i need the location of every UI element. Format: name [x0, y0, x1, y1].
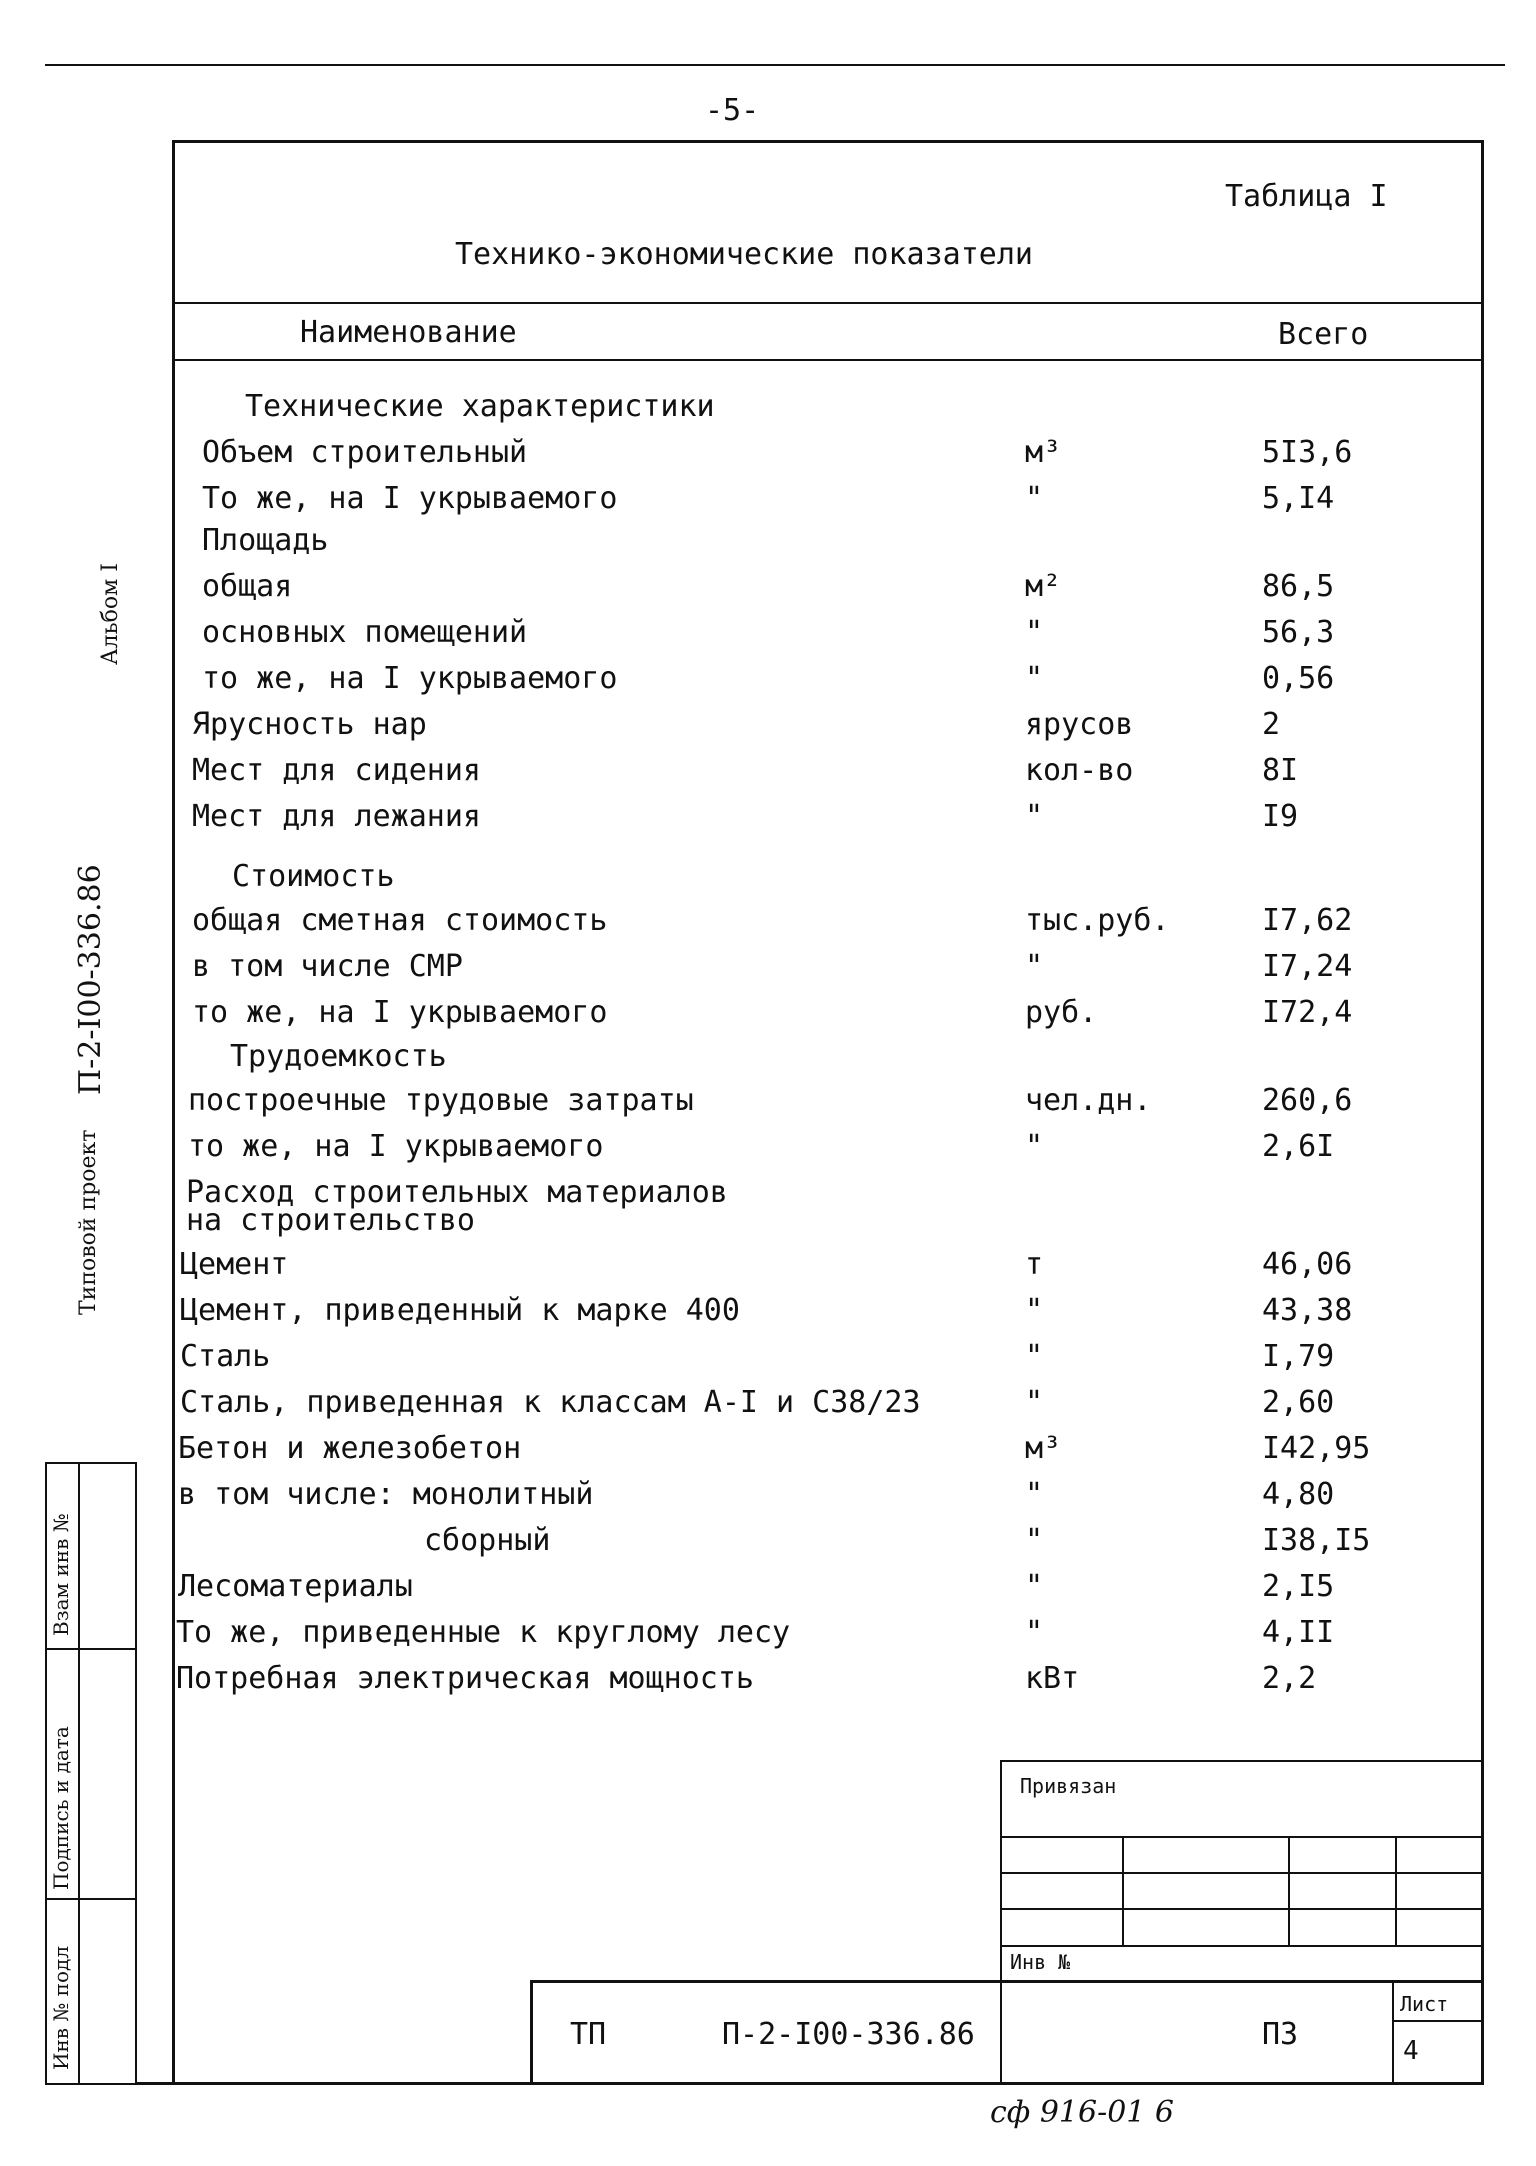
row-value: I72,4	[1262, 995, 1353, 1030]
row-unit: "	[1025, 1293, 1044, 1328]
row-unit: кВт	[1025, 1661, 1080, 1696]
stamp-pz: ПЗ	[1262, 2017, 1299, 2052]
row-name: Цемент	[180, 1247, 289, 1282]
row-value: 5I3,6	[1262, 435, 1353, 470]
row-value: 2,6I	[1262, 1129, 1335, 1164]
row-value: 4,80	[1262, 1477, 1335, 1512]
row-name: Лесоматериалы	[178, 1569, 413, 1604]
header-rule-bottom	[172, 359, 1484, 361]
row-name: Площадь	[202, 523, 329, 558]
row-unit: "	[1025, 799, 1044, 834]
side-box-h1	[45, 1648, 135, 1650]
row-unit: "	[1025, 1523, 1044, 1558]
row-name: Мест для лежания	[192, 799, 481, 834]
titleblock-sheet-hline	[1392, 2020, 1484, 2022]
stamp-hline-3	[1000, 1872, 1484, 1874]
stamp-vline-4	[1395, 1836, 1397, 1946]
header-rule-top	[172, 302, 1484, 304]
row-unit: руб.	[1025, 995, 1098, 1030]
row-value: I7,62	[1262, 903, 1353, 938]
row-name: Мест для сидения	[192, 753, 481, 788]
header-name: Наименование	[300, 315, 517, 350]
row-value: 2,I5	[1262, 1569, 1335, 1604]
row-unit: "	[1025, 949, 1044, 984]
row-name: общая	[202, 569, 293, 604]
table-title: Технико-экономические показатели	[455, 237, 1033, 272]
side-inv-podl: Инв № подл	[49, 1945, 73, 2070]
side-album: Альбом I	[98, 563, 123, 665]
side-project-label: Типовой проект	[76, 1129, 101, 1315]
stamp-vline-2	[1122, 1836, 1124, 1946]
table-label: Таблица I	[1225, 179, 1388, 214]
stamp-tp: ТП	[570, 2017, 607, 2052]
row-value: 56,3	[1262, 615, 1335, 650]
side-box-bottom	[45, 2083, 135, 2085]
row-unit: кол-во	[1025, 753, 1134, 788]
row-name: основных помещений	[202, 615, 528, 650]
row-unit: "	[1025, 1569, 1044, 1604]
stamp-sheet-number: 4	[1403, 2036, 1419, 2066]
row-name: Стоимость	[232, 859, 395, 894]
side-box-top	[45, 1462, 135, 1464]
stamp-project-code: П-2-I00-336.86	[722, 2017, 975, 2052]
titleblock-top	[530, 1980, 1484, 1983]
row-name: Бетон и железобетон	[178, 1431, 522, 1466]
row-name: Ярусность нар	[192, 707, 427, 742]
titleblock-sheet-divider	[1392, 1980, 1394, 2085]
row-unit: "	[1025, 1477, 1044, 1512]
row-name: То же, приведенные к круглому лесу	[176, 1615, 791, 1650]
side-box-divider	[78, 1462, 80, 2085]
row-unit: "	[1025, 1129, 1044, 1164]
row-name: Потребная электрическая мощность	[176, 1661, 754, 1696]
row-unit: "	[1025, 481, 1044, 516]
row-unit: "	[1025, 1615, 1044, 1650]
row-value: I7,24	[1262, 949, 1353, 984]
row-value: 8I	[1262, 753, 1299, 788]
side-box-left	[45, 1462, 47, 2085]
row-name: общая сметная стоимость	[192, 903, 608, 938]
row-value: I9	[1262, 799, 1299, 834]
row-name: Сталь	[180, 1339, 271, 1374]
header-total: Всего	[1278, 317, 1369, 352]
stamp-hline-1	[1000, 1760, 1484, 1762]
stamp-vline-left	[1000, 1760, 1002, 2085]
row-unit: т	[1025, 1247, 1044, 1282]
side-vzam-inv: Взам инв №	[49, 1513, 73, 1636]
titleblock-left	[530, 1980, 533, 2085]
row-name: построечные трудовые затраты	[188, 1083, 694, 1118]
row-value: 43,38	[1262, 1293, 1353, 1328]
stamp-sheet-label: Лист	[1400, 1992, 1449, 2016]
row-name: то же, на I укрываемого	[188, 1129, 604, 1164]
side-box-right	[135, 1462, 137, 2085]
row-name: в том числе: монолитный	[178, 1477, 594, 1512]
row-unit: "	[1025, 661, 1044, 696]
row-name: Технические характеристики	[245, 389, 715, 424]
row-unit: чел.дн.	[1025, 1083, 1152, 1118]
row-value: 0,56	[1262, 661, 1335, 696]
row-value: I38,I5	[1262, 1523, 1371, 1558]
row-name: Сталь, приведенная к классам А-I и С38/23	[180, 1385, 921, 1420]
side-project-code: П-2-I00-336.86	[73, 864, 108, 1095]
stamp-hline-5	[1000, 1945, 1484, 1947]
row-name: Расход строительных материалов	[186, 1175, 728, 1210]
row-name: Цемент, приведенный к марке 400	[180, 1293, 740, 1328]
stamp-inv-no: Инв №	[1010, 1950, 1071, 1974]
row-value: 46,06	[1262, 1247, 1353, 1282]
row-name: Трудоемкость	[230, 1039, 447, 1074]
row-name: на строительство	[186, 1203, 475, 1238]
row-value: 2,2	[1262, 1661, 1317, 1696]
row-unit: м²	[1025, 569, 1062, 604]
frame-right	[1481, 140, 1484, 2085]
stamp-vline-3	[1288, 1836, 1290, 1946]
row-value: 2	[1262, 707, 1281, 742]
frame-left	[172, 140, 175, 2085]
row-value: I,79	[1262, 1339, 1335, 1374]
row-unit: "	[1025, 1385, 1044, 1420]
row-name: Объем строительный	[202, 435, 528, 470]
row-unit: "	[1025, 1339, 1044, 1374]
row-unit: м³	[1025, 1431, 1062, 1466]
row-name: То же, на I укрываемого	[202, 481, 618, 516]
row-value: 2,60	[1262, 1385, 1335, 1420]
stamp-hline-2	[1000, 1836, 1484, 1838]
handwritten-code: сф 916-01 6	[990, 2095, 1175, 2130]
row-value: I42,95	[1262, 1431, 1371, 1466]
row-name: то же, на I укрываемого	[192, 995, 608, 1030]
page-number: -5-	[705, 93, 760, 128]
row-unit: тыс.руб.	[1025, 903, 1170, 938]
row-value: 5,I4	[1262, 481, 1335, 516]
row-unit: "	[1025, 615, 1044, 650]
top-rule	[45, 64, 1505, 66]
row-value: 260,6	[1262, 1083, 1353, 1118]
frame-bottom	[135, 2082, 1484, 2085]
row-unit: м³	[1025, 435, 1062, 470]
side-box-h2	[45, 1898, 135, 1900]
stamp-privyazan: Привязан	[1020, 1774, 1117, 1798]
side-podpis-data: Подпись и дата	[49, 1726, 73, 1890]
row-name: то же, на I укрываемого	[202, 661, 618, 696]
row-value: 86,5	[1262, 569, 1335, 604]
row-value: 4,II	[1262, 1615, 1335, 1650]
row-unit: ярусов	[1025, 707, 1134, 742]
frame-top	[172, 140, 1484, 143]
stamp-hline-4	[1000, 1908, 1484, 1910]
row-name: сборный	[424, 1523, 551, 1558]
row-name: в том числе СМР	[192, 949, 463, 984]
